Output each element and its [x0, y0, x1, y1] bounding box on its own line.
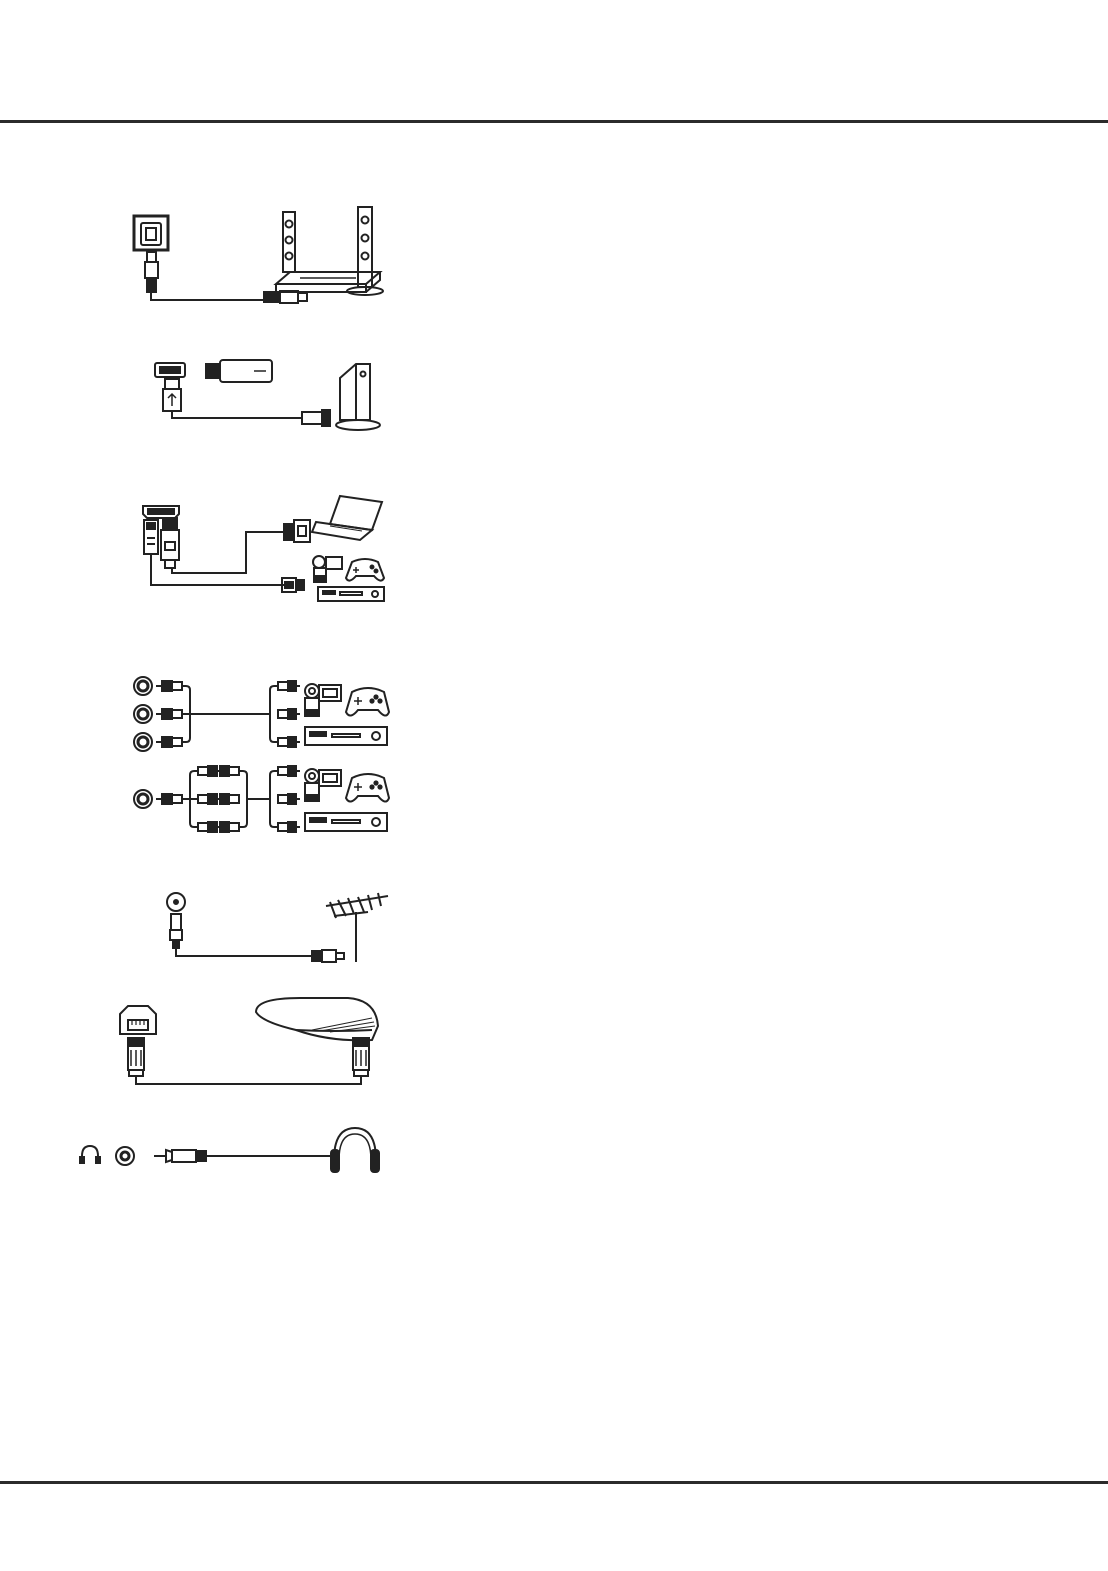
hdmi-port-icon: [143, 506, 179, 518]
hdmi-cable-device: [151, 554, 284, 585]
player-box-icon: [305, 727, 387, 745]
headphones-icon: [331, 1128, 379, 1172]
camcorder-icon: [305, 769, 341, 801]
av-cable: [270, 686, 278, 742]
coax-plug-icon: [312, 950, 344, 962]
antenna-jack-icon: [167, 893, 185, 911]
usb-cable: [172, 411, 302, 418]
headphone-jack-icon: [116, 1147, 134, 1165]
hdmi-plug-icon: [282, 578, 304, 592]
diagram-usb: [155, 360, 380, 430]
hdmi-plug-icon: [161, 518, 179, 568]
optical-port-icon: [134, 216, 168, 250]
hdmi-plug-icon: [284, 520, 310, 542]
usb-plug-icon: [302, 410, 330, 426]
laptop-icon: [312, 496, 382, 540]
gamepad-icon: [346, 688, 389, 716]
hdmi-plug-icon: [144, 520, 158, 554]
diagram-av-composite: [134, 677, 389, 751]
diagram-lan: [120, 998, 378, 1084]
lan-port-icon: [120, 1006, 156, 1034]
diagram-av-adapter: [134, 766, 389, 832]
diagram-optical-audio: [134, 207, 383, 303]
diagram-antenna: [167, 893, 388, 962]
av-cable: [182, 686, 270, 742]
coax-plug-icon: [170, 914, 182, 948]
router-icon: [256, 998, 378, 1040]
usb-flash-drive-icon: [206, 360, 272, 382]
diagram-hdmi: [143, 496, 384, 601]
rca-plug-icon: [198, 766, 239, 832]
rca-plug-icon: [278, 766, 300, 832]
hard-drive-icon: [336, 364, 380, 430]
av-adapter-cable: [270, 771, 278, 827]
usb-plug-icon: [163, 379, 181, 411]
headphone-symbol-icon: [80, 1146, 100, 1163]
camcorder-icon: [305, 684, 341, 716]
antenna-cable: [176, 948, 312, 956]
rca-jack-icon: [134, 790, 152, 808]
audio-plug-icon: [154, 1150, 206, 1162]
rca-jack-icon: [134, 677, 152, 751]
cable-plug-icon: [145, 252, 158, 292]
camcorder-icon: [313, 556, 342, 582]
gamepad-icon: [346, 559, 384, 581]
optical-cable: [151, 292, 265, 300]
diagram-headphone: [80, 1128, 379, 1172]
player-box-icon: [305, 813, 387, 831]
av-adapter-cable: [239, 771, 270, 827]
av-adapter-cable: [182, 771, 198, 827]
player-box-icon: [318, 587, 384, 601]
rca-plug-icon: [156, 681, 182, 747]
rca-plug-icon: [278, 681, 300, 747]
lan-cable: [136, 1076, 361, 1084]
rj45-plug-icon: [128, 1038, 144, 1076]
rca-plug-icon: [156, 794, 182, 804]
rj45-plug-icon: [353, 1038, 369, 1076]
gamepad-icon: [346, 774, 389, 802]
usb-port-icon: [155, 363, 185, 377]
sound-bar-speaker-icon: [276, 207, 383, 295]
hdmi-cable-laptop: [172, 532, 284, 573]
